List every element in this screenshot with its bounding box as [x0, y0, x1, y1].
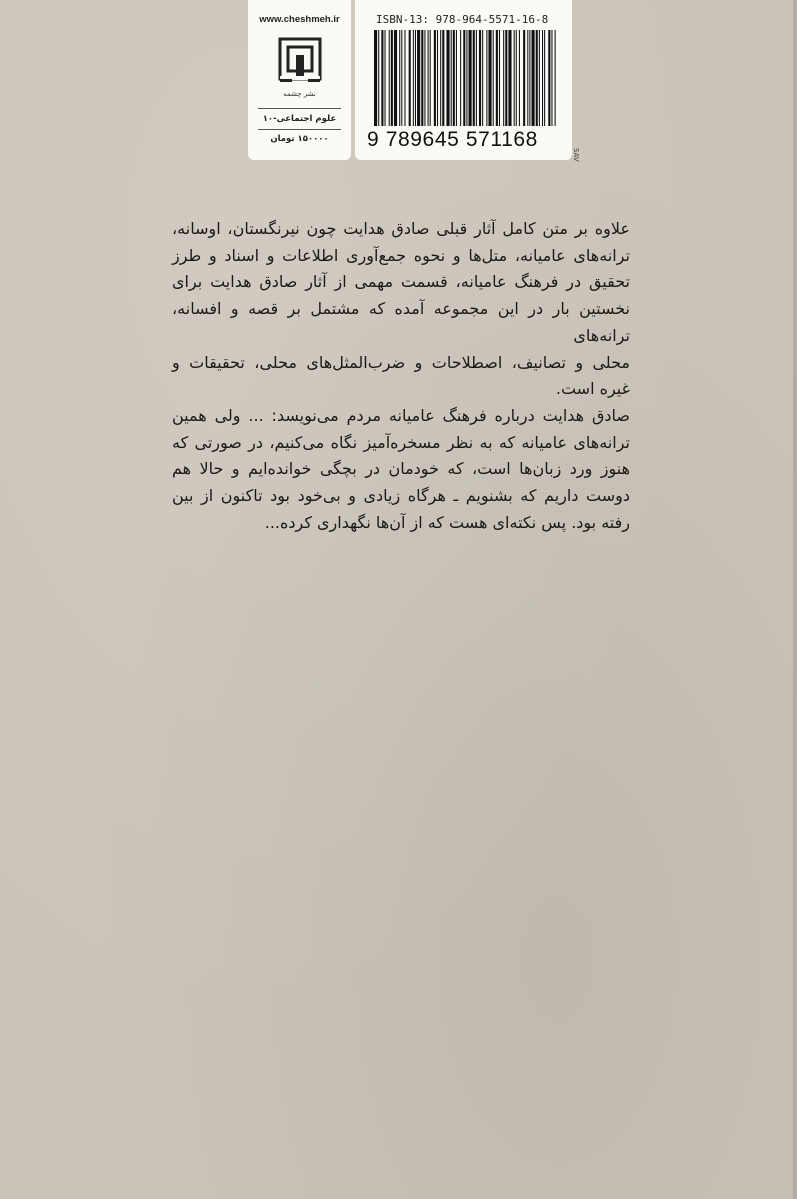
publisher-url: www.cheshmeh.ir: [259, 14, 340, 25]
publisher-logo-icon: [277, 36, 323, 86]
blurb-line: نخستین بار در این مجموعه آمده که مشتمل بر قصه و افسانه، ترانه‌های: [172, 299, 630, 345]
blurb-paragraph-2: [172, 403, 630, 537]
barcode-digits: 9 789645 571168: [367, 128, 538, 151]
blurb-line: دوست داریم که بشنویم ـ هرگاه زیادی و بی‌خود بود تاکنون از بین: [172, 486, 630, 506]
series-label: علوم اجتماعی-۱۰: [262, 114, 337, 124]
blurb-line: صادق هدایت درباره فرهنگ عامیانه مردم می‌نویسد: ... ولی همین: [172, 405, 630, 425]
price-label: ۱۵۰۰۰۰ تومان: [270, 134, 329, 144]
barcode-label: [355, 0, 572, 160]
publisher-name: نشر چشمه: [283, 90, 316, 98]
divider: [258, 129, 341, 130]
side-code: SAV: [572, 148, 580, 162]
blurb-line: علاوه بر متن کامل آثار قبلی صادق هدایت چون نیرنگستان، اوسانه،: [172, 219, 630, 238]
barcode-icon: [372, 30, 558, 126]
blurb-line: هنوز ورد زبان‌ها است، که خودمان در بچگی خوانده‌ایم و حالا هم: [172, 459, 630, 479]
isbn-text: ISBN-13: 978-964-5571-16-8: [376, 13, 549, 26]
blurb-text: [172, 216, 630, 536]
blurb-line: ترانه‌های عامیانه که به نظر مسخره‌آمیز نگاه می‌کنیم، در صورتی که: [172, 432, 630, 452]
blurb-line: ترانه‌های عامیانه، متل‌ها و نحوه جمع‌آوری اطلاعات و اسناد و طرز: [172, 245, 630, 265]
blurb-line: غیره است.: [555, 379, 630, 399]
blurb-line: محلی و تصانیف، اصطلاحات و ضرب‌المثل‌های محلی، تحقیقات و: [172, 352, 630, 372]
divider: [258, 108, 341, 109]
blurb-paragraph-1: [172, 216, 630, 403]
publisher-label: [248, 0, 351, 160]
cover-edge: [793, 0, 797, 1199]
blurb-line: تحقیق در فرهنگ عامیانه، قسمت مهمی از آثار صادق هدایت برای: [172, 272, 630, 292]
blurb-line: رفته بود. پس نکته‌ای هست که از آن‌ها نگهداری کرده...: [264, 512, 630, 532]
